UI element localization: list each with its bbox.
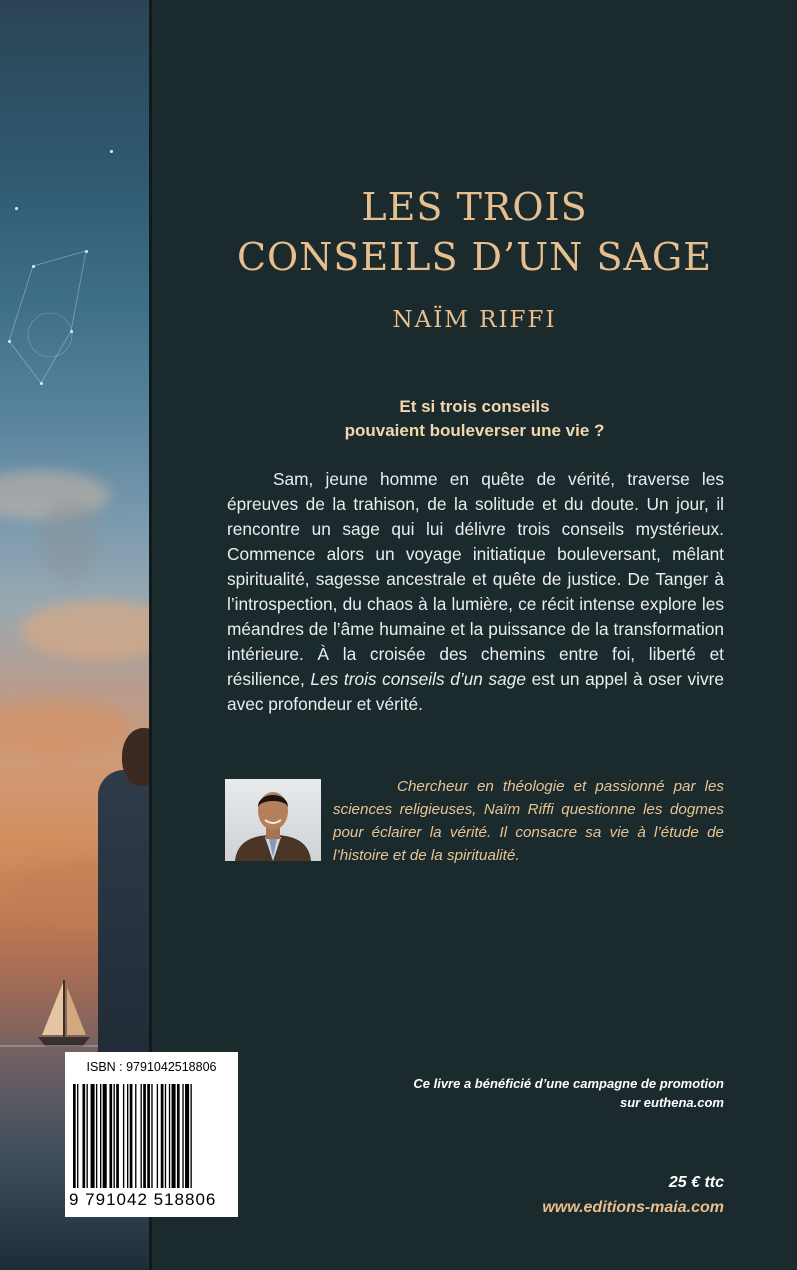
author-bio: Chercheur en théologie et passionné par les sciences religieuses, Naïm Riffi questionne les dogmes pour éclairer la vérité. Il consacre sa vie à l’étude de l’histoire et de la spiritualité.: [333, 778, 724, 864]
book-synopsis: [227, 467, 724, 717]
book-title-line1: LES TROIS: [361, 185, 588, 229]
author-portrait: [225, 779, 321, 861]
promotion-line1: Ce livre a bénéficié d’une campagne de promotion: [413, 1076, 724, 1091]
promotion-line2: sur euthena.com: [619, 1095, 724, 1110]
book-title-line2: CONSEILS D’UN SAGE: [236, 235, 713, 279]
isbn-label: ISBN : 9791042518806: [86, 1060, 217, 1074]
barcode-bars: [73, 1084, 231, 1188]
constellation-icon: [0, 0, 150, 420]
boy-figure: [98, 770, 150, 1090]
promotion-note: [360, 1074, 724, 1112]
book-price: 25 € ttc: [668, 1174, 724, 1191]
author-name: NAÏM RIFFI: [392, 307, 557, 333]
tagline-line1: Et si trois conseils: [399, 397, 550, 416]
synopsis-text-end: est un appel à oser vivre avec profondeur et vérité.: [227, 669, 724, 714]
isbn-barcode: [65, 1052, 238, 1217]
synopsis-text: Sam, jeune homme en quête de vérité, traverse les épreuves de la trahison, de la solitude et du doute. Un jour, il rencontre un sage qui lui délivre trois conseils mystérieux. Commence alors un voyage initiatique bouleversant, mêlant spiritualité, sagesse ancestrale et quête de justice. De Tanger à l’introspection, du chaos à la lumière, ce récit intense explore les méandres de l’âme humaine et la puissance de la transformation intérieure. À la croisée des chemins entre foi, liberté et résilience,: [227, 469, 724, 689]
barcode-digits: 9 791042 518806: [69, 1190, 217, 1209]
boy-head: [122, 728, 150, 786]
publisher-website: www.editions-maia.com: [542, 1199, 724, 1216]
synopsis-book-title: Les trois conseils d’un sage: [310, 669, 526, 689]
sailboat-icon: [34, 975, 94, 1055]
tagline-line2: pouvaient bouleverser une vie ?: [344, 421, 605, 440]
